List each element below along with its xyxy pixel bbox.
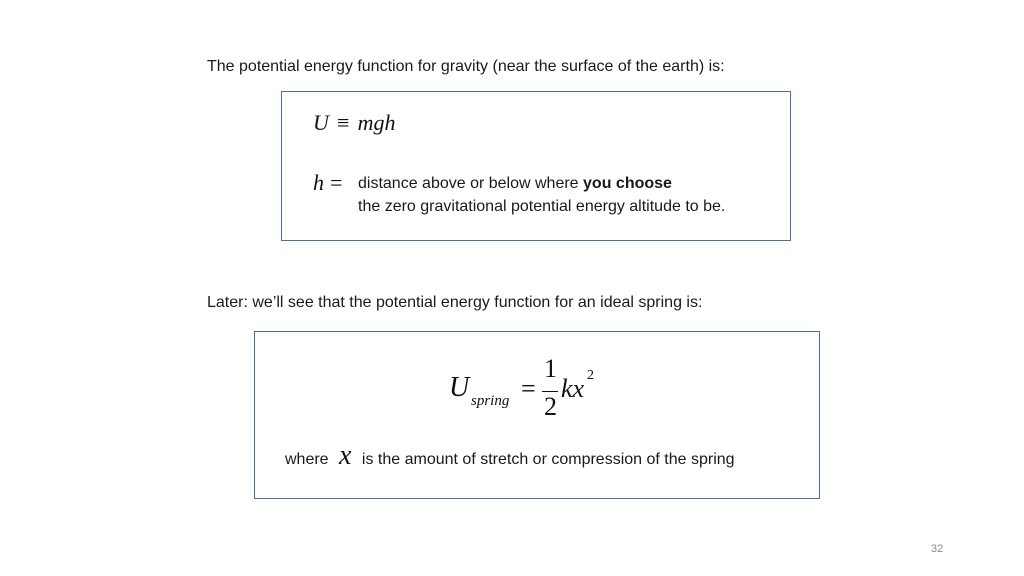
symbol-U-spring: U	[449, 372, 470, 403]
h-desc-bold: you choose	[583, 175, 672, 192]
h-desc-pre: distance above or below where	[358, 175, 584, 192]
gravity-formula-box	[281, 91, 791, 241]
h-definition-line2: the zero gravitational potential energy altitude to be.	[358, 198, 726, 215]
page-number: 32	[931, 543, 944, 555]
spring-equals: =	[521, 374, 536, 403]
symbol-h: h	[313, 170, 324, 195]
equiv-sign: ≡	[337, 110, 350, 135]
spring-formula-box	[254, 331, 820, 499]
exponent-2: 2	[587, 368, 594, 383]
intro-text: The potential energy function for gravity (near the surface of the earth) is:	[207, 58, 725, 75]
h-definition-line1	[358, 174, 672, 194]
x-description: is the amount of stretch or compression of the spring	[361, 451, 735, 468]
h-definition-symbol	[313, 170, 343, 196]
later-text: Later: we’ll see that the potential energy function for an ideal spring is:	[207, 294, 703, 311]
where-label: where	[285, 451, 329, 468]
symbol-U: U	[313, 110, 329, 135]
symbol-mgh: mgh	[357, 110, 396, 135]
fraction-denominator: 2	[544, 392, 557, 421]
symbol-x: x	[339, 440, 352, 471]
symbol-kx: kx	[561, 374, 585, 403]
spring-equation	[449, 354, 619, 434]
gravity-equation	[313, 110, 395, 136]
spring-where-line	[285, 440, 735, 478]
fraction-numerator: 1	[544, 354, 557, 383]
equals-sign: =	[330, 170, 343, 195]
subscript-spring: spring	[471, 393, 510, 409]
